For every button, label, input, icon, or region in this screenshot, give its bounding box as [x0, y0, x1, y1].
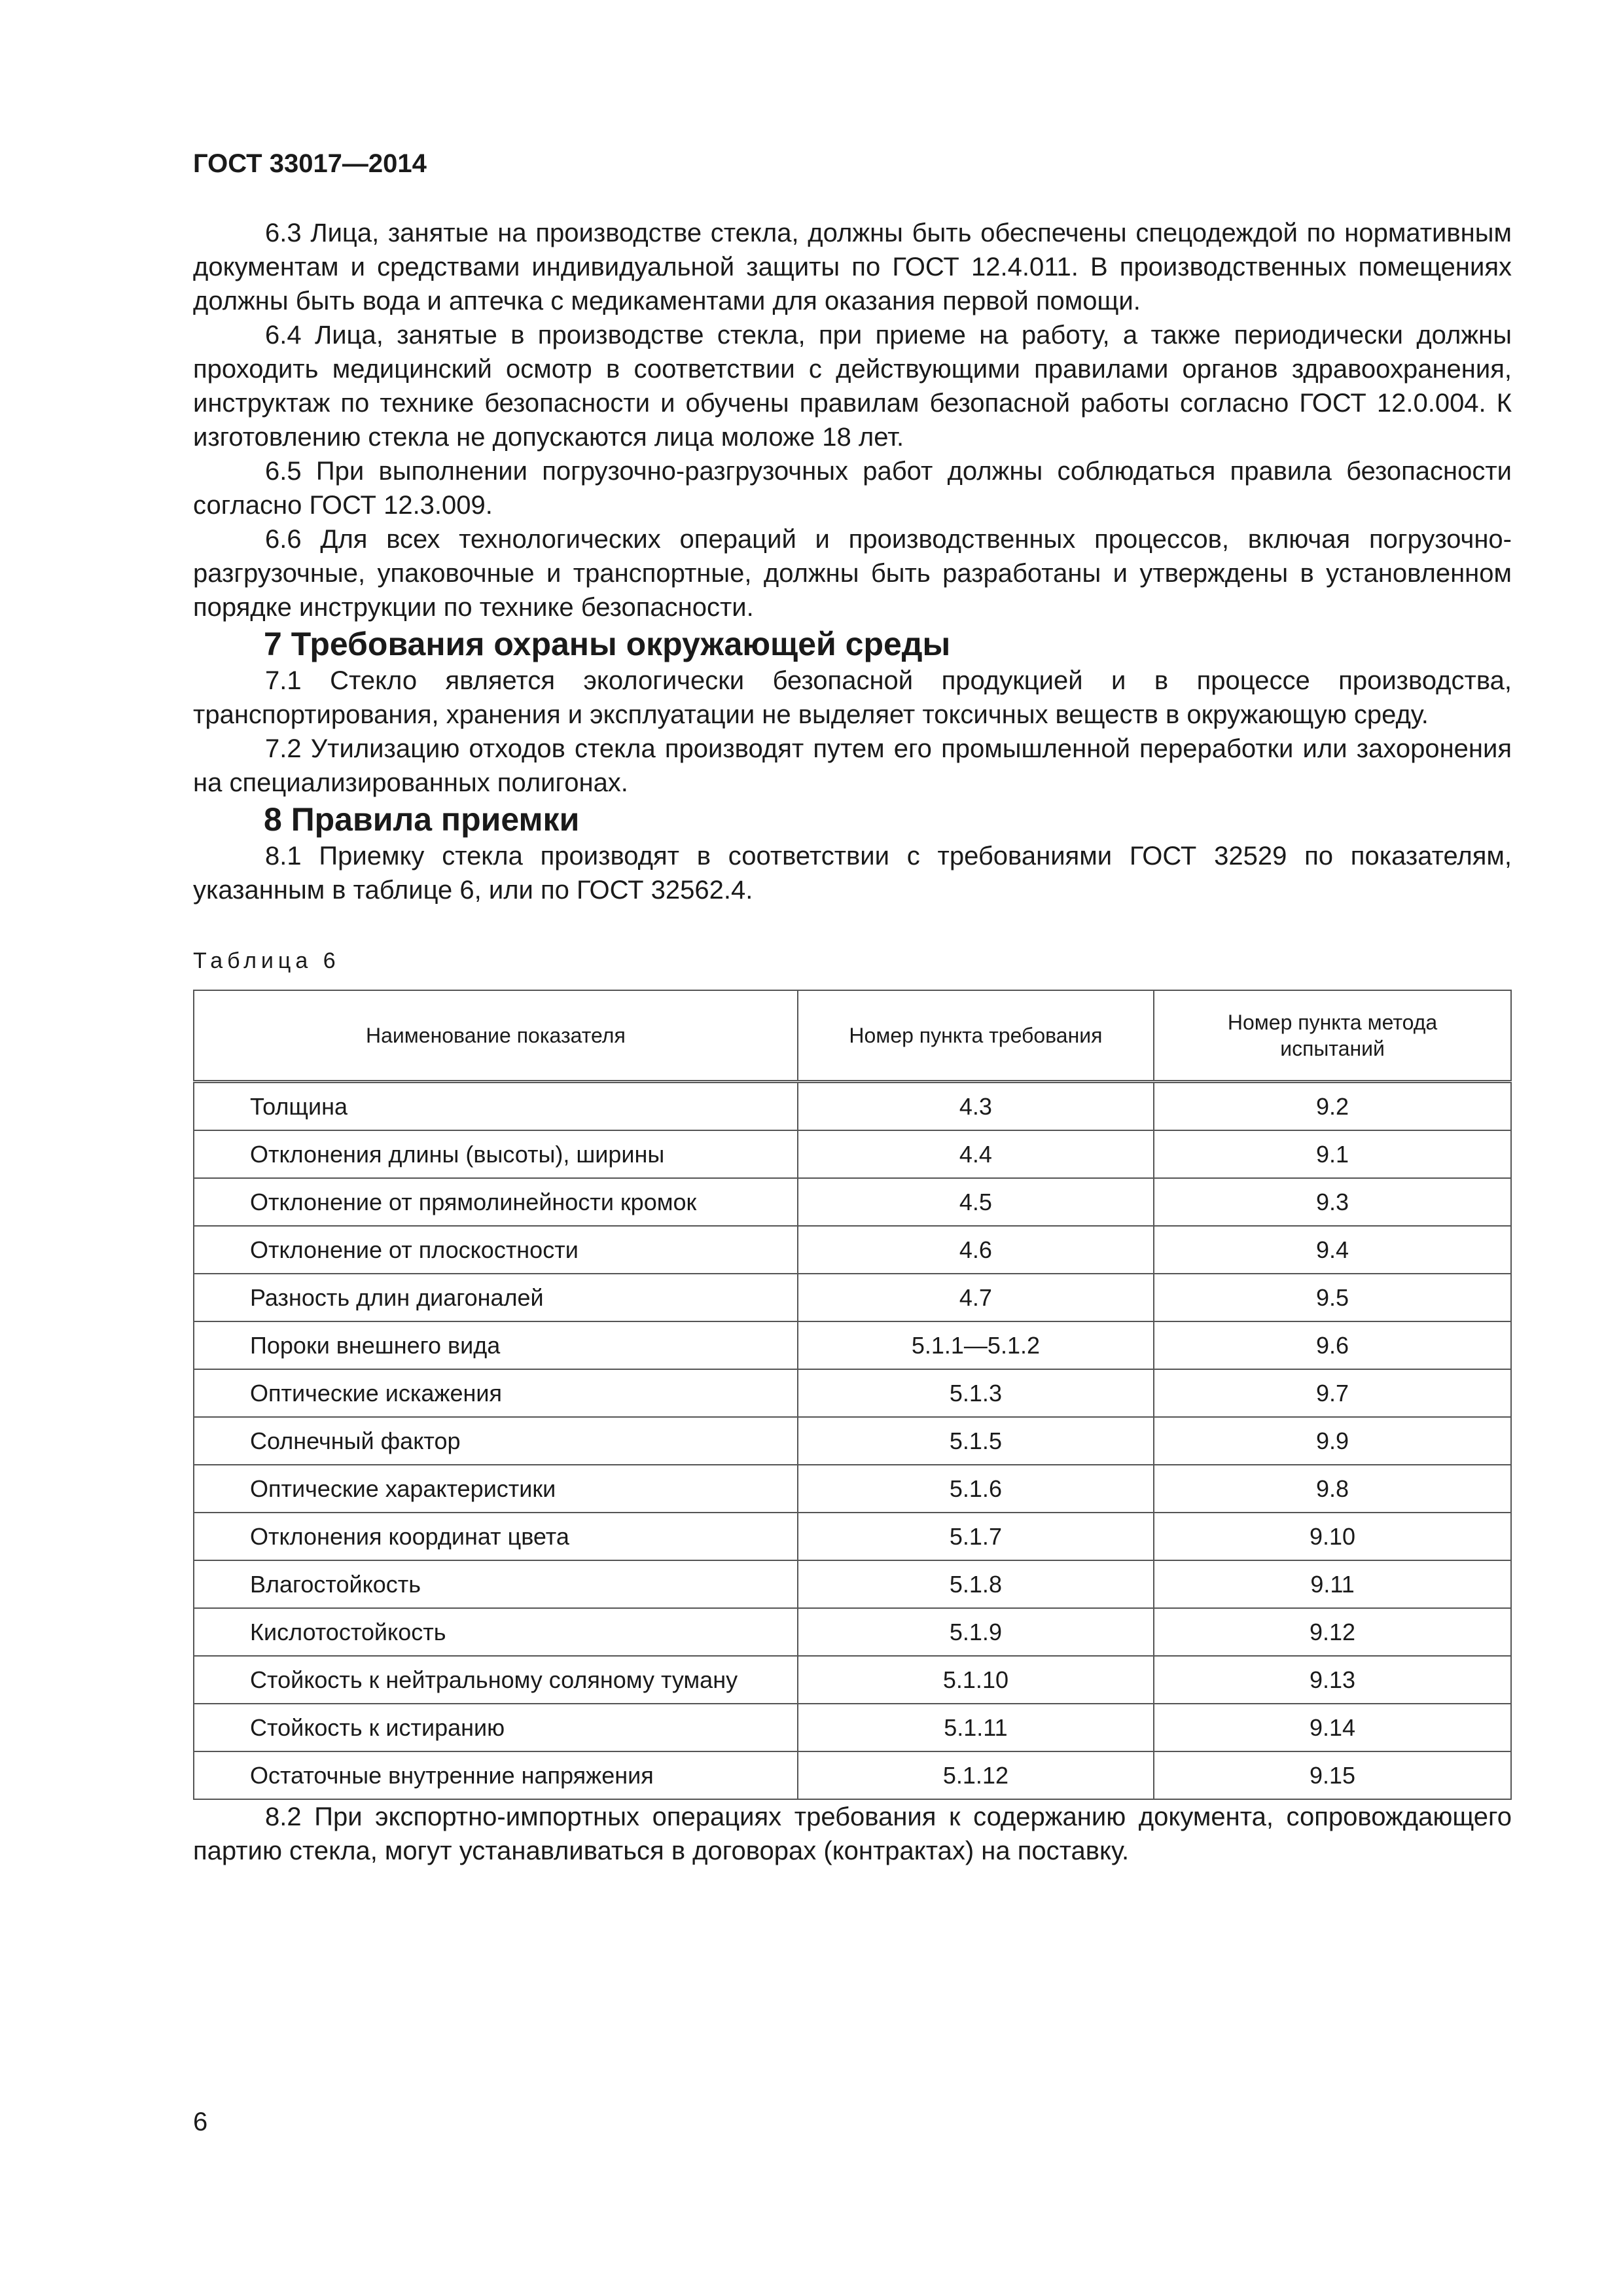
- table-row: [194, 1369, 1511, 1417]
- cell-indicator-name: Стойкость к нейтральному соляному туману: [194, 1656, 798, 1704]
- table-caption: Таблица 6: [193, 948, 340, 973]
- cell-test-method-clause: 9.9: [1154, 1417, 1511, 1465]
- cell-test-method-clause: 9.2: [1154, 1082, 1511, 1131]
- cell-requirement-clause: 5.1.5: [798, 1417, 1154, 1465]
- cell-requirement-clause: 4.5: [798, 1178, 1154, 1226]
- page-number: 6: [193, 2108, 208, 2136]
- cell-indicator-name: Отклонения координат цвета: [194, 1513, 798, 1560]
- table-row: [194, 1751, 1511, 1799]
- cell-indicator-name: Отклонения длины (высоты), ширины: [194, 1130, 798, 1178]
- cell-test-method-clause: 9.10: [1154, 1513, 1511, 1560]
- section-8-title: 8 Правила приемки: [264, 801, 580, 838]
- header-requirement-clause: Номер пункта требования: [798, 990, 1154, 1082]
- table-row: [194, 1513, 1511, 1560]
- table-header-row: [194, 990, 1511, 1082]
- table-row: [194, 1417, 1511, 1465]
- cell-test-method-clause: 9.4: [1154, 1226, 1511, 1274]
- cell-indicator-name: Отклонение от прямолинейности кромок: [194, 1178, 798, 1226]
- header-indicator-name: Наименование показателя: [194, 990, 798, 1082]
- cell-requirement-clause: 5.1.10: [798, 1656, 1154, 1704]
- paragraph-8-2: 8.2 При экспортно-импортных операциях требования к содержанию документа, сопровождающего партию стекла, могут устанавливаться в договорах (контрактах) на поставку.: [193, 1803, 1512, 1865]
- cell-requirement-clause: 4.7: [798, 1274, 1154, 1321]
- cell-requirement-clause: 5.1.11: [798, 1704, 1154, 1751]
- cell-indicator-name: Отклонение от плоскостности: [194, 1226, 798, 1274]
- table-row: [194, 1656, 1511, 1704]
- cell-test-method-clause: 9.8: [1154, 1465, 1511, 1513]
- cell-test-method-clause: 9.12: [1154, 1608, 1511, 1656]
- cell-indicator-name: Стойкость к истиранию: [194, 1704, 798, 1751]
- section-7-title: 7 Требования охраны окружающей среды: [264, 626, 951, 662]
- cell-test-method-clause: 9.1: [1154, 1130, 1511, 1178]
- table-row: [194, 1608, 1511, 1656]
- cell-requirement-clause: 5.1.1—5.1.2: [798, 1321, 1154, 1369]
- table-row: [194, 1274, 1511, 1321]
- cell-requirement-clause: 5.1.9: [798, 1608, 1154, 1656]
- cell-indicator-name: Толщина: [194, 1082, 798, 1131]
- cell-requirement-clause: 5.1.12: [798, 1751, 1154, 1799]
- cell-requirement-clause: 4.3: [798, 1082, 1154, 1131]
- cell-test-method-clause: 9.14: [1154, 1704, 1511, 1751]
- cell-test-method-clause: 9.6: [1154, 1321, 1511, 1369]
- cell-requirement-clause: 4.6: [798, 1226, 1154, 1274]
- cell-indicator-name: Разность длин диагоналей: [194, 1274, 798, 1321]
- cell-test-method-clause: 9.5: [1154, 1274, 1511, 1321]
- cell-requirement-clause: 5.1.3: [798, 1369, 1154, 1417]
- cell-requirement-clause: 5.1.6: [798, 1465, 1154, 1513]
- paragraph-6-4: 6.4 Лица, занятые в производстве стекла, при приеме на работу, а также периодически должны проходить медицинский осмотр в соответствии с действующими правилами органов здравоохранения, инструктаж по технике безопасности и обучены правилам безопасной работы согласно ГОСТ 12.0.004. К изготовлению стекла не допускаются лица моложе 18 лет.: [193, 321, 1512, 452]
- header-test-method-clause: Номер пункта метода испытаний: [1154, 990, 1511, 1082]
- document-page: [193, 151, 1512, 1868]
- cell-test-method-clause: 9.11: [1154, 1560, 1511, 1608]
- paragraph-6-5: 6.5 При выполнении погрузочно-разгрузочных работ должны соблюдаться правила безопасности согласно ГОСТ 12.3.009.: [193, 457, 1512, 520]
- cell-indicator-name: Оптические характеристики: [194, 1465, 798, 1513]
- paragraph-6-6: 6.6 Для всех технологических операций и производственных процессов, включая погрузочно-разгрузочные, упаковочные и транспортные, должны быть разработаны и утверждены в установленном порядке инструкции по технике безопасности.: [193, 525, 1512, 622]
- cell-indicator-name: Кислотостойкость: [194, 1608, 798, 1656]
- cell-indicator-name: Солнечный фактор: [194, 1417, 798, 1465]
- cell-test-method-clause: 9.3: [1154, 1178, 1511, 1226]
- table-row: [194, 1082, 1511, 1131]
- table-row: [194, 1226, 1511, 1274]
- cell-test-method-clause: 9.15: [1154, 1751, 1511, 1799]
- cell-requirement-clause: 5.1.8: [798, 1560, 1154, 1608]
- cell-requirement-clause: 4.4: [798, 1130, 1154, 1178]
- paragraph-8-1: 8.1 Приемку стекла производят в соответствии с требованиями ГОСТ 32529 по показателям, указанным в таблице 6, или по ГОСТ 32562.4.: [193, 842, 1512, 905]
- paragraph-7-2: 7.2 Утилизацию отходов стекла производят путем его промышленной переработки или захоронения на специализированных полигонах.: [193, 734, 1512, 797]
- table-6: [193, 990, 1512, 1800]
- cell-indicator-name: Оптические искажения: [194, 1369, 798, 1417]
- table-row: [194, 1130, 1511, 1178]
- document-header: ГОСТ 33017—2014: [193, 149, 427, 178]
- table-row: [194, 1178, 1511, 1226]
- table-row: [194, 1560, 1511, 1608]
- paragraph-6-3: 6.3 Лица, занятые на производстве стекла, должны быть обеспечены спецодеждой по нормативным документам и средствами индивидуальной защиты по ГОСТ 12.4.011. В производственных помещениях должны быть вода и аптечка с медикаментами для оказания первой помощи.: [193, 219, 1512, 315]
- table-row: [194, 1704, 1511, 1751]
- cell-test-method-clause: 9.7: [1154, 1369, 1511, 1417]
- cell-test-method-clause: 9.13: [1154, 1656, 1511, 1704]
- paragraph-7-1: 7.1 Стекло является экологически безопасной продукцией и в процессе производства, транспортирования, хранения и эксплуатации не выделяет токсичных веществ в окружающую среду.: [193, 666, 1512, 729]
- cell-indicator-name: Остаточные внутренние напряжения: [194, 1751, 798, 1799]
- cell-requirement-clause: 5.1.7: [798, 1513, 1154, 1560]
- table-row: [194, 1465, 1511, 1513]
- cell-indicator-name: Пороки внешнего вида: [194, 1321, 798, 1369]
- table-row: [194, 1321, 1511, 1369]
- cell-indicator-name: Влагостойкость: [194, 1560, 798, 1608]
